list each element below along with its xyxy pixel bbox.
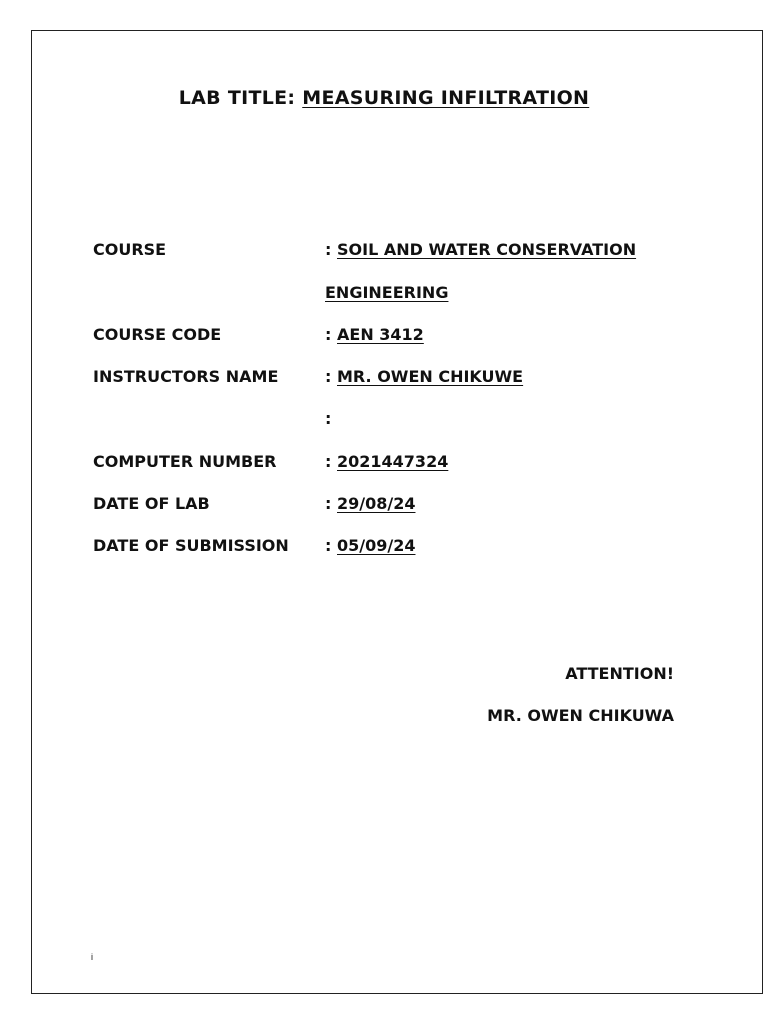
computer-number-value: 2021447324 xyxy=(337,452,449,471)
date-of-submission-separator: : xyxy=(325,536,332,555)
date-of-submission-value: 05/09/24 xyxy=(337,536,416,555)
lab-title xyxy=(0,87,768,109)
lab-title-value: MEASURING INFILTRATION xyxy=(302,87,590,109)
attention-name: MR. OWEN CHIKUWA xyxy=(487,706,674,725)
page-number: i xyxy=(91,952,93,962)
course-label: COURSE xyxy=(93,240,167,259)
computer-number-separator: : xyxy=(325,452,332,471)
instructor-label: INSTRUCTORS NAME xyxy=(93,367,279,386)
instructor-extra-separator: : xyxy=(325,409,332,428)
lab-title-prefix: LAB TITLE: xyxy=(178,87,296,109)
course-value-line2: ENGINEERING xyxy=(325,283,449,302)
instructor-value: MR. OWEN CHIKUWE xyxy=(337,367,524,386)
date-of-lab-label: DATE OF LAB xyxy=(93,494,210,513)
course-value-line1: SOIL AND WATER CONSERVATION xyxy=(337,240,637,259)
computer-number-label: COMPUTER NUMBER xyxy=(93,452,277,471)
attention-heading: ATTENTION! xyxy=(565,664,674,683)
course-code-value: AEN 3412 xyxy=(337,325,424,344)
course-code-separator: : xyxy=(325,325,332,344)
course-separator: : xyxy=(325,240,332,259)
date-of-submission-label: DATE OF SUBMISSION xyxy=(93,536,289,555)
date-of-lab-value: 29/08/24 xyxy=(337,494,416,513)
date-of-lab-separator: : xyxy=(325,494,332,513)
instructor-separator: : xyxy=(325,367,332,386)
course-code-label: COURSE CODE xyxy=(93,325,222,344)
